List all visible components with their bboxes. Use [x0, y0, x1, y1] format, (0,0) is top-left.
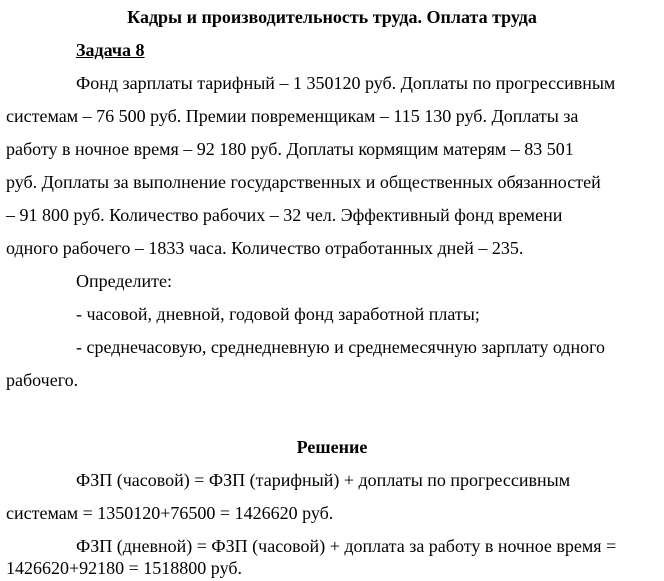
condition-line: – 91 800 руб. Количество рабочих – 32 чел. Эффективный фонд времени — [6, 205, 563, 225]
solution-line: ФЗП (дневной) = ФЗП (часовой) + доплата за работу в ночное время = — [76, 536, 617, 556]
condition-line: руб. Доплаты за выполнение государственных и общественных обязанностей — [6, 172, 601, 192]
list-item: рабочего. — [6, 370, 79, 390]
solution-heading: Решение — [296, 437, 368, 457]
list-item: - часовой, дневной, годовой фонд заработной платы; — [76, 304, 480, 324]
condition-line: одного рабочего – 1833 часа. Количество отработанных дней – 235. — [6, 238, 524, 258]
list-item: - среднечасовую, среднедневную и среднемесячную зарплату одного — [76, 337, 606, 357]
condition-line: Фонд зарплаты тарифный – 1 350120 руб. Доплаты по прогрессивным — [76, 73, 616, 93]
condition-line: работу в ночное время – 92 180 руб. Доплаты кормящим матерям – 83 501 — [6, 139, 574, 159]
determine-label: Определите: — [76, 271, 173, 291]
solution-line: системам = 1350120+76500 = 1426620 руб. — [6, 503, 334, 523]
condition-line: системам – 76 500 руб. Премии повременщикам – 115 130 руб. Доплаты за — [6, 106, 579, 126]
document-title: Кадры и производительность труда. Оплата труда — [127, 7, 537, 27]
solution-line: 1426620+92180 = 1518800 руб. — [6, 558, 242, 578]
solution-line: ФЗП (часовой) = ФЗП (тарифный) + доплаты по прогрессивным — [76, 470, 571, 490]
task-heading: Задача 8 — [76, 40, 145, 60]
